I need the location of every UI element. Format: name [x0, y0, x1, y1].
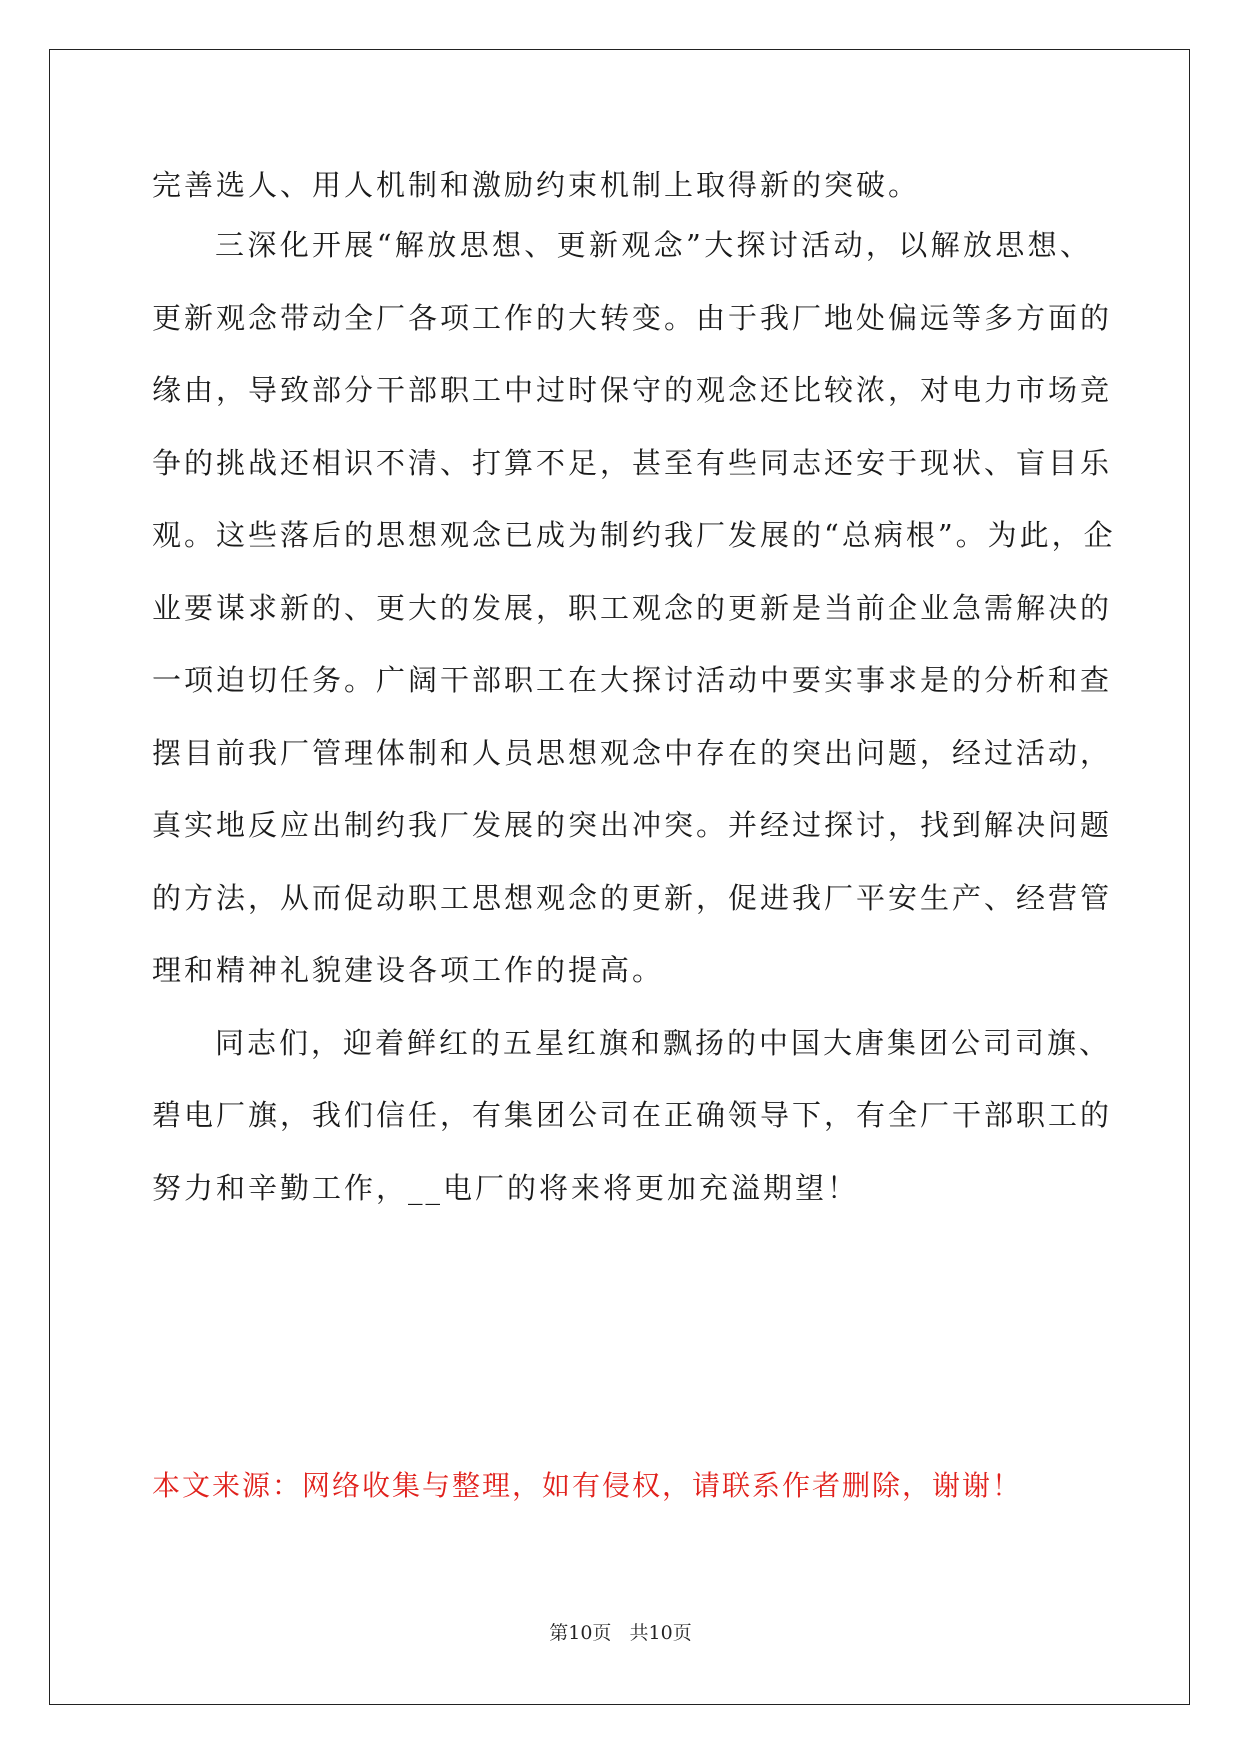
- page-border: [49, 49, 1190, 1705]
- paragraph-line: 完善选人、用人机制和激励约束机制上取得新的突破。: [152, 168, 921, 202]
- paragraph-line: 更新观念带动全厂各项工作的大转变。由于我厂地处偏远等多方面的: [152, 301, 1113, 335]
- paragraph-line: 碧电厂旗，我们信任，有集团公司在正确领导下，有全厂干部职工的: [152, 1098, 1113, 1132]
- paragraph-line: 缘由，导致部分干部职工中过时保守的观念还比较浓，对电力市场竞: [152, 373, 1113, 407]
- page-footer: 第10页 共10页: [549, 1622, 692, 1644]
- paragraph-line: 三深化开展“解放思想、更新观念”大探讨活动，以解放思想、: [215, 228, 1092, 262]
- paragraph-line: 业要谋求新的、更大的发展，职工观念的更新是当前企业急需解决的: [152, 591, 1113, 625]
- paragraph-line: 观。这些落后的思想观念已成为制约我厂发展的“总病根”。为此，企: [152, 518, 1116, 552]
- paragraph-line: 争的挑战还相识不清、打算不足，甚至有些同志还安于现状、盲目乐: [152, 446, 1113, 480]
- paragraph-line: 一项迫切任务。广阔干部职工在大探讨活动中要实事求是的分析和查: [152, 663, 1113, 697]
- source-note: 本文来源：网络收集与整理，如有侵权，请联系作者删除，谢谢！: [152, 1469, 1023, 1502]
- paragraph-line: 同志们，迎着鲜红的五星红旗和飘扬的中国大唐集团公司司旗、: [215, 1026, 1112, 1060]
- paragraph-line: 摆目前我厂管理体制和人员思想观念中存在的突出问题，经过活动，: [152, 736, 1113, 770]
- paragraph-line: 的方法，从而促动职工思想观念的更新，促进我厂平安生产、经营管: [152, 881, 1113, 915]
- paragraph-line: 努力和辛勤工作，__电厂的将来将更加充溢期望！: [152, 1171, 860, 1205]
- paragraph-line: 真实地反应出制约我厂发展的突出冲突。并经过探讨，找到解决问题: [152, 808, 1113, 842]
- paragraph-line: 理和精神礼貌建设各项工作的提高。: [152, 953, 665, 987]
